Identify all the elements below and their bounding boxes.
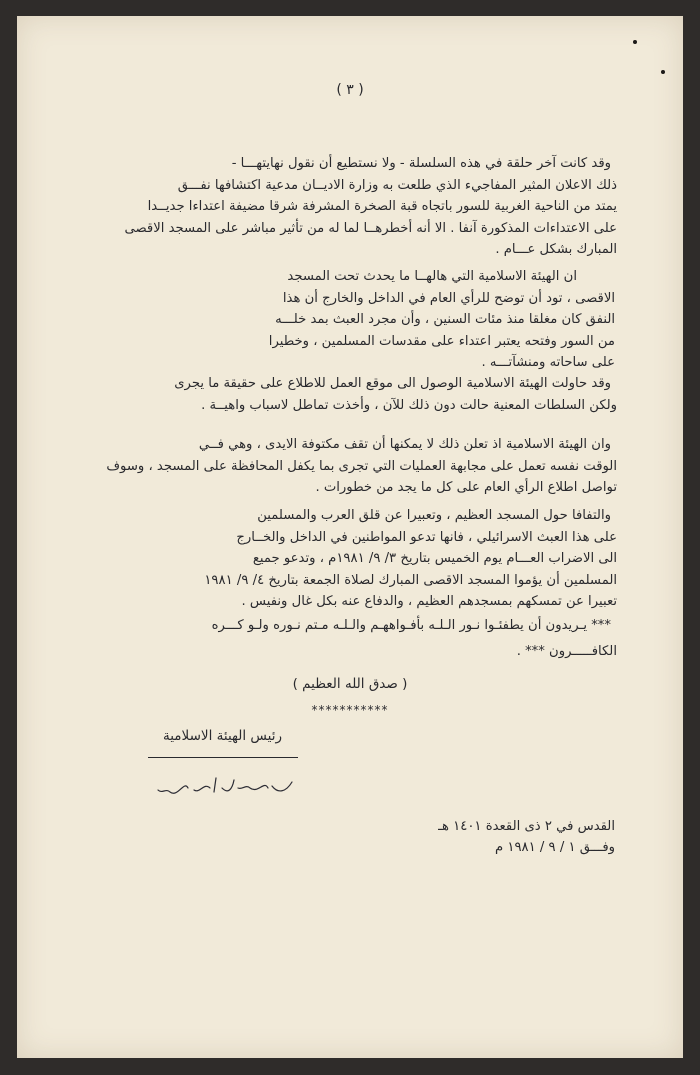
closing-quote: ( صدق الله العظيم ): [292, 676, 408, 692]
corner-mark-side: [661, 70, 665, 74]
paragraph-line: على الاعتداءات المذكورة آنفا . الا أنه أخطرهــا لما له من تأثير مباشر على المسجد الاقصى: [124, 220, 617, 236]
paragraph-line: والتفافا حول المسجد العظيم ، وتعبيرا عن قلق العرب والمسلمين: [257, 508, 611, 523]
paragraph-5: [97, 505, 617, 613]
paragraph-line: الكافـــــرون *** .: [516, 643, 617, 659]
paragraph-2: [155, 266, 615, 374]
signature-underline: [148, 757, 298, 758]
paragraph-1: [97, 153, 617, 261]
paragraph-line: ان الهيئة الاسلامية التي هالهــا ما يحدث تحت المسجد: [287, 269, 577, 284]
paragraph-line: المسلمين أن يؤموا المسجد الاقصى المبارك لصلاة الجمعة بتاريخ ٤/ ٩/ ١٩٨١: [204, 572, 617, 588]
paragraph-line: على هذا العبث الاسرائيلي ، فانها تدعو المواطنين في الداخل والخــارج: [236, 529, 617, 545]
page-number: ( ٣ ): [336, 82, 364, 98]
hijri-date: القدس في ٢ ذى القعدة ١٤٠١ هـ: [438, 819, 615, 834]
paragraph-3: [97, 373, 617, 416]
paragraph-line: المبارك بشكل عـــام .: [495, 242, 617, 257]
paragraph-line: الاقصى ، تود أن توضح للرأي العام في الداخل والخارج أن هذا: [282, 290, 615, 306]
paragraph-line: على ساحاته ومنشآتـــه .: [481, 355, 615, 370]
paragraph-line: *** يـريدون أن يطفئـوا نـور الـلـه بأفـواههـم والـلـه مـتم نـوره ولـو كـــره: [211, 618, 611, 633]
paragraph-line: ذلك الاعلان المثير المفاجيء الذي طلعت به وزارة الاديــان مدعية اكتشافها نفـــق: [177, 177, 617, 193]
handwritten-signature: [150, 768, 300, 808]
paragraph-line: النفق كان مغلقا منذ مئات السنين ، وأن مجرد العبث بمد خلـــه: [275, 312, 615, 327]
paragraph-line: الى الاضراب العـــام يوم الخميس بتاريخ ٣/ ٩/ ١٩٨١م ، وتدعو جميع: [252, 551, 617, 566]
paragraph-line: الوقت نفسه تعمل على مجابهة العمليات التي تجرى بما يكفل المحافظة على المسجد ، وسوف: [106, 458, 617, 474]
signature-scribble: [150, 768, 300, 808]
paragraph-line: تواصل اطلاع الرأي العام على كل ما يجد من خطورات .: [315, 480, 617, 495]
paragraph-line: من السور وفتحه يعتبر اعتداء على مقدسات المسلمين ، وخطيرا: [268, 333, 615, 349]
paragraph-line: يمتد من الناحية الغربية للسور باتجاه قبة الصخرة المشرفة شرقا مضيفة اعتداءا جديــدا: [147, 199, 617, 214]
signature-title: رئيس الهيئة الاسلامية: [163, 728, 282, 744]
paragraph-line: تعبيرا عن تمسكهم بمسجدهم العظيم ، والدفاع عنه بكل غال ونفيس .: [241, 594, 617, 609]
quran-verse: [97, 615, 617, 662]
stars-separator: ***********: [311, 703, 389, 717]
paragraph-line: وقد كانت آخر حلقة في هذه السلسلة - ولا نستطيع أن نقول نهايتهـــا -: [231, 156, 611, 171]
paragraph-4: [97, 434, 617, 499]
paragraph-line: وقد حاولت الهيئة الاسلامية الوصول الى موقع العمل للاطلاع على حقيقة ما يجرى: [174, 376, 611, 391]
place-date: [385, 816, 615, 858]
gregorian-date: وفـــق ١ / ٩ / ١٩٨١ م: [495, 840, 615, 855]
corner-mark-top: [633, 40, 637, 44]
paragraph-line: ولكن السلطات المعنية حالت دون ذلك للآن ، وأخذت تماطل لاسباب واهيــة .: [201, 397, 617, 413]
paragraph-line: وان الهيئة الاسلامية اذ تعلن ذلك لا يمكنها أن تقف مكتوفة الايدى ، وهي فــي: [198, 437, 611, 452]
